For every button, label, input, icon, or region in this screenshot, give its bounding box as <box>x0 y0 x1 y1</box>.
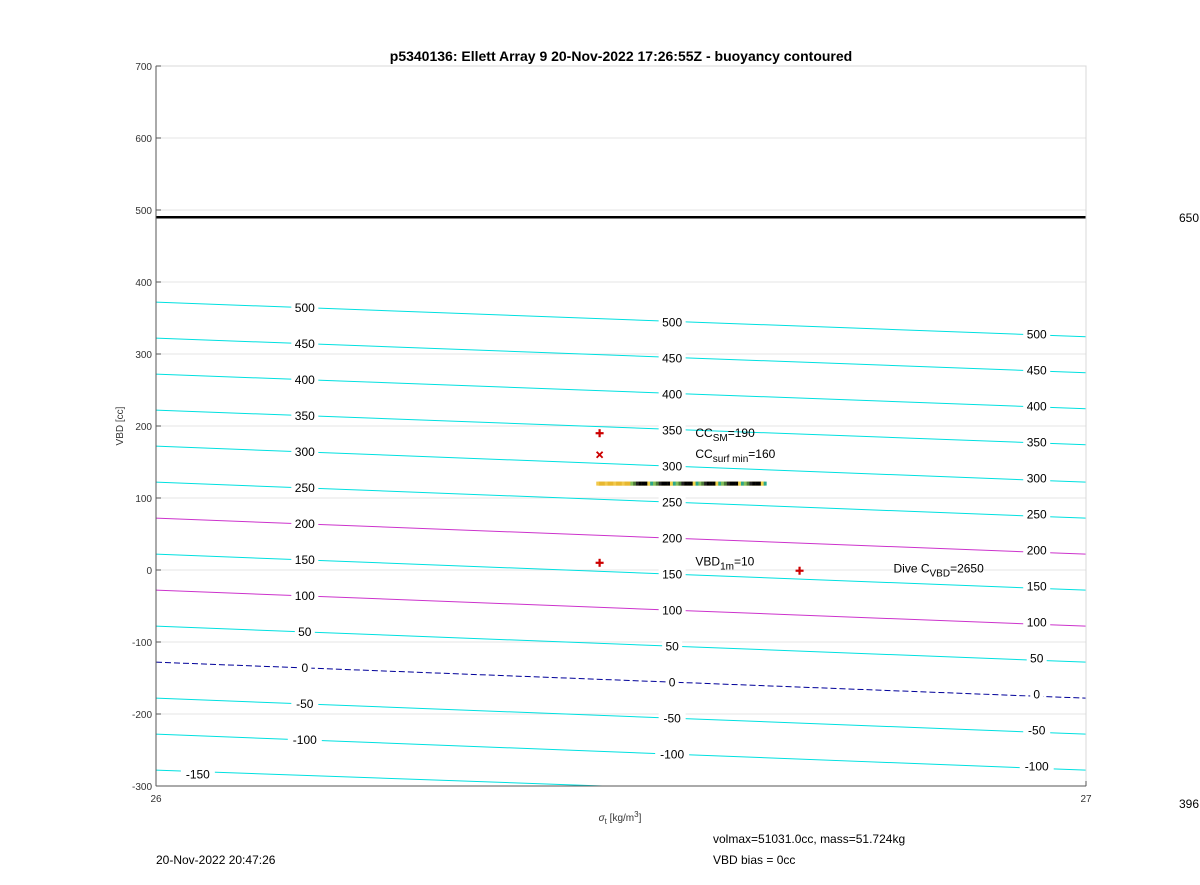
cc-sm-sub: SM <box>712 433 728 445</box>
contour-label-200: 200 <box>294 516 315 531</box>
track-point <box>752 482 755 486</box>
track-point <box>676 482 679 486</box>
dive-c-vbd-value: =2650 <box>950 561 984 576</box>
track-point <box>747 482 750 486</box>
contour-label-400: 400 <box>294 372 315 387</box>
track-point <box>639 482 642 486</box>
contour-label-150: 150 <box>1026 579 1047 594</box>
contour-label-150: 150 <box>662 567 683 582</box>
cc-sm-value: =190 <box>727 426 755 441</box>
x-axis-label-sup: 3 <box>634 810 639 819</box>
track-point <box>715 482 718 486</box>
track-point <box>650 482 653 486</box>
contour-label-150: 150 <box>294 552 315 567</box>
track-point <box>673 482 676 486</box>
x-axis-label-end: ] <box>638 813 642 824</box>
contour-label-450: 450 <box>294 336 315 351</box>
contour-label-200: 200 <box>662 531 683 546</box>
contour-label-300: 300 <box>662 459 683 474</box>
footer-volmax: volmax=51031.0cc, mass=51.724kg <box>713 832 906 846</box>
y-axis-label: VBD [cc] <box>115 406 126 446</box>
track-point <box>735 482 738 486</box>
track-point <box>707 482 710 486</box>
track-point <box>636 482 639 486</box>
vbd-1m-sub: 1m <box>720 561 734 573</box>
y-tick-label: 0 <box>146 566 152 577</box>
cc-surf-min-sub: surf min <box>712 454 749 466</box>
x-axis-label <box>599 810 642 826</box>
chart-title: p5340136: Ellett Array 9 20-Nov-2022 17:26:55Z - buoyancy contoured <box>389 48 853 64</box>
x-axis-label-rest: [kg/m <box>606 813 635 824</box>
footer-vbd-bias: VBD bias = 0cc <box>713 853 796 867</box>
contour-label-50: 50 <box>298 624 312 639</box>
contour-label--100: -100 <box>292 732 317 747</box>
track-point <box>704 482 707 486</box>
y-tick-label: -200 <box>131 710 152 721</box>
track-point <box>656 482 659 486</box>
y-tick-label: 600 <box>135 134 152 145</box>
data-track <box>596 482 766 486</box>
x-axis-label-sub: t <box>604 817 607 826</box>
contour-label-300: 300 <box>1026 471 1047 486</box>
y-tick-label: 400 <box>135 278 152 289</box>
track-point <box>647 482 650 486</box>
contour-label-0: 0 <box>1033 687 1041 702</box>
track-point <box>690 482 693 486</box>
contour-label-100: 100 <box>662 603 683 618</box>
track-point <box>721 482 724 486</box>
track-point <box>596 482 599 486</box>
cc-surf-min-value: =160 <box>748 447 776 462</box>
track-point <box>744 482 747 486</box>
track-point <box>605 482 608 486</box>
cc-surf-min-main: CC <box>695 447 713 462</box>
y-tick-label: 700 <box>135 62 152 73</box>
contour-label-300: 300 <box>294 444 315 459</box>
track-point <box>659 482 662 486</box>
contour-label-100: 100 <box>294 588 315 603</box>
y-tick-label: 500 <box>135 206 152 217</box>
track-point <box>644 482 647 486</box>
track-point <box>610 482 613 486</box>
contour-label-0: 0 <box>301 660 309 675</box>
contour-label-100: 100 <box>1026 615 1047 630</box>
contour-label--150: -150 <box>185 767 210 782</box>
track-point <box>738 482 741 486</box>
track-point <box>718 482 721 486</box>
contour-label-500: 500 <box>1026 327 1047 342</box>
track-point <box>664 482 667 486</box>
y-tick-label: 200 <box>135 422 152 433</box>
track-point <box>653 482 656 486</box>
contour-label--50: -50 <box>663 711 681 726</box>
track-point <box>687 482 690 486</box>
x-tick-label: 27 <box>1080 794 1092 805</box>
contour-label-450: 450 <box>662 351 683 366</box>
contour-label-50: 50 <box>665 639 679 654</box>
cc-sm-main: CC <box>695 426 713 441</box>
track-point <box>755 482 758 486</box>
track-point <box>599 482 602 486</box>
track-point <box>613 482 616 486</box>
contour-label-350: 350 <box>294 408 315 423</box>
contour-label-200: 200 <box>1026 543 1047 558</box>
contour-label-50: 50 <box>1030 651 1044 666</box>
track-point <box>764 482 767 486</box>
track-point <box>710 482 713 486</box>
track-point <box>642 482 645 486</box>
track-point <box>741 482 744 486</box>
track-point <box>684 482 687 486</box>
contour-label-450: 450 <box>1026 363 1047 378</box>
track-point <box>667 482 670 486</box>
track-point <box>701 482 704 486</box>
contour-label--50: -50 <box>296 696 314 711</box>
track-point <box>758 482 761 486</box>
track-point <box>602 482 605 486</box>
track-point <box>630 482 633 486</box>
vbd-1m-value: =10 <box>733 554 755 569</box>
track-point <box>696 482 699 486</box>
contour-label-500: 500 <box>294 300 315 315</box>
track-point <box>681 482 684 486</box>
contour-label-400: 400 <box>1026 399 1047 414</box>
contour-label-0: 0 <box>668 675 676 690</box>
track-point <box>698 482 701 486</box>
contour-label-500: 500 <box>662 315 683 330</box>
y-tick-label: -100 <box>131 638 152 649</box>
contour-label--100: -100 <box>660 747 685 762</box>
track-point <box>693 482 696 486</box>
y-tick-label: 300 <box>135 350 152 361</box>
track-point <box>625 482 628 486</box>
track-point <box>761 482 764 486</box>
track-point <box>616 482 619 486</box>
footer-timestamp: 20-Nov-2022 20:47:26 <box>156 853 276 867</box>
x-tick-label: 26 <box>150 794 162 805</box>
contour-label-350: 350 <box>662 423 683 438</box>
track-point <box>662 482 665 486</box>
contour-label-350: 350 <box>1026 435 1047 450</box>
contour-label-250: 250 <box>1026 507 1047 522</box>
track-point <box>713 482 716 486</box>
side-label-bottom: 396 <box>1178 797 1199 811</box>
y-tick-label: -300 <box>131 782 152 793</box>
contour-label--100: -100 <box>1024 759 1049 774</box>
track-point <box>749 482 752 486</box>
side-label-top: 650 <box>1178 211 1199 225</box>
track-point <box>608 482 611 486</box>
contour-label--50: -50 <box>1028 723 1046 738</box>
track-point <box>727 482 730 486</box>
track-point <box>670 482 673 486</box>
x-axis-label-main: σ <box>598 813 605 824</box>
track-point <box>732 482 735 486</box>
track-point <box>619 482 622 486</box>
dive-c-vbd-main: Dive C <box>893 561 930 576</box>
track-point <box>730 482 733 486</box>
vbd-1m-main: VBD <box>695 554 721 569</box>
contour-label-250: 250 <box>662 495 683 510</box>
contour-label-250: 250 <box>294 480 315 495</box>
track-point <box>679 482 682 486</box>
dive-c-vbd-sub: VBD <box>929 568 951 580</box>
y-tick-label: 100 <box>135 494 152 505</box>
track-point <box>633 482 636 486</box>
track-point <box>724 482 727 486</box>
track-point <box>622 482 625 486</box>
contour-label-400: 400 <box>662 387 683 402</box>
track-point <box>627 482 630 486</box>
